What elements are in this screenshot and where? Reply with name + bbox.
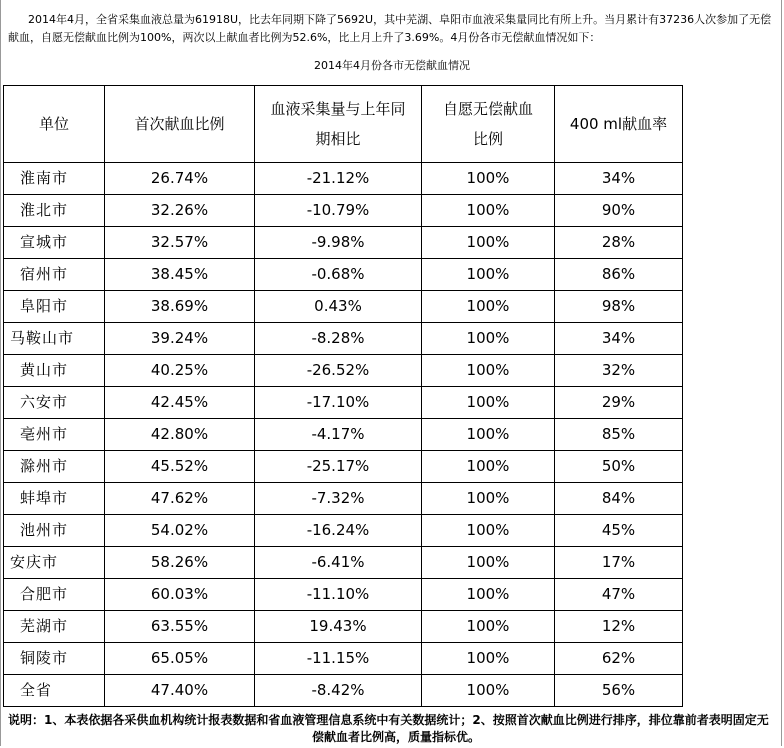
cell-first-donation-ratio: 58.26% [105, 547, 255, 579]
cell-collection-yoy: -21.12% [255, 163, 422, 195]
cell-400ml-rate: 56% [555, 675, 683, 707]
table-row [4, 163, 683, 195]
cell-voluntary-ratio: 100% [422, 483, 555, 515]
table-row [4, 323, 683, 355]
cell-first-donation-ratio: 32.26% [105, 195, 255, 227]
header-400ml-rate: 400 ml献血率 [555, 86, 683, 163]
cell-first-donation-ratio: 38.45% [105, 259, 255, 291]
cell-city: 六安市 [4, 387, 105, 419]
cell-city: 芜湖市 [4, 611, 105, 643]
cell-collection-yoy: -16.24% [255, 515, 422, 547]
cell-city: 淮南市 [4, 163, 105, 195]
table-row [4, 355, 683, 387]
cell-collection-yoy: -8.42% [255, 675, 422, 707]
table-row [4, 259, 683, 291]
table-row [4, 195, 683, 227]
cell-city: 安庆市 [4, 547, 105, 579]
header-first-donation-ratio: 首次献血比例 [105, 86, 255, 163]
cell-400ml-rate: 12% [555, 611, 683, 643]
cell-voluntary-ratio: 100% [422, 355, 555, 387]
table-row [4, 451, 683, 483]
cell-voluntary-ratio: 100% [422, 195, 555, 227]
cell-city: 蚌埠市 [4, 483, 105, 515]
cell-city: 阜阳市 [4, 291, 105, 323]
cell-first-donation-ratio: 42.45% [105, 387, 255, 419]
footnote-line1: 说明：1、本表依据各采供血机构统计报表数据和省血液管理信息系统中有关数据统计；2、按照首次献血比例进行排序，排位靠前者表明固定无 [8, 713, 769, 727]
table-row [4, 483, 683, 515]
cell-first-donation-ratio: 38.69% [105, 291, 255, 323]
table-row [4, 515, 683, 547]
cell-voluntary-ratio: 100% [422, 579, 555, 611]
cell-first-donation-ratio: 47.40% [105, 675, 255, 707]
cell-400ml-rate: 32% [555, 355, 683, 387]
cell-city: 淮北市 [4, 195, 105, 227]
header-voluntary-ratio: 自愿无偿献血比例 [422, 86, 555, 163]
cell-city: 亳州市 [4, 419, 105, 451]
cell-voluntary-ratio: 100% [422, 547, 555, 579]
table-row [4, 675, 683, 707]
cell-first-donation-ratio: 39.24% [105, 323, 255, 355]
cell-400ml-rate: 84% [555, 483, 683, 515]
cell-400ml-rate: 98% [555, 291, 683, 323]
cell-collection-yoy: -0.68% [255, 259, 422, 291]
table-row [4, 611, 683, 643]
table-row [4, 419, 683, 451]
table-caption: 2014年4月份各市无偿献血情况 [314, 59, 470, 72]
cell-collection-yoy: -10.79% [255, 195, 422, 227]
table-row [4, 643, 683, 675]
cell-collection-yoy: -11.15% [255, 643, 422, 675]
cell-collection-yoy: 19.43% [255, 611, 422, 643]
cell-city: 全省 [4, 675, 105, 707]
cell-400ml-rate: 90% [555, 195, 683, 227]
cell-city: 黄山市 [4, 355, 105, 387]
cell-first-donation-ratio: 47.62% [105, 483, 255, 515]
cell-400ml-rate: 86% [555, 259, 683, 291]
cell-collection-yoy: -6.41% [255, 547, 422, 579]
cell-first-donation-ratio: 42.80% [105, 419, 255, 451]
cell-voluntary-ratio: 100% [422, 675, 555, 707]
header-collection-yoy: 血液采集量与上年同期相比 [255, 86, 422, 163]
cell-city: 宣城市 [4, 227, 105, 259]
cell-first-donation-ratio: 63.55% [105, 611, 255, 643]
cell-first-donation-ratio: 45.52% [105, 451, 255, 483]
cell-400ml-rate: 28% [555, 227, 683, 259]
cell-400ml-rate: 62% [555, 643, 683, 675]
cell-collection-yoy: -4.17% [255, 419, 422, 451]
cell-first-donation-ratio: 32.57% [105, 227, 255, 259]
cell-400ml-rate: 50% [555, 451, 683, 483]
cell-first-donation-ratio: 54.02% [105, 515, 255, 547]
cell-collection-yoy: -26.52% [255, 355, 422, 387]
cell-city: 合肥市 [4, 579, 105, 611]
cell-voluntary-ratio: 100% [422, 291, 555, 323]
table-row [4, 387, 683, 419]
footnote-line2: 偿献血者比例高，质量指标优。 [312, 730, 481, 744]
table-row [4, 579, 683, 611]
cell-400ml-rate: 29% [555, 387, 683, 419]
cell-collection-yoy: -8.28% [255, 323, 422, 355]
cell-city: 马鞍山市 [4, 323, 105, 355]
blood-donation-table [3, 85, 683, 707]
cell-city: 宿州市 [4, 259, 105, 291]
cell-voluntary-ratio: 100% [422, 643, 555, 675]
cell-collection-yoy: -11.10% [255, 579, 422, 611]
cell-voluntary-ratio: 100% [422, 419, 555, 451]
cell-400ml-rate: 45% [555, 515, 683, 547]
cell-city: 池州市 [4, 515, 105, 547]
cell-voluntary-ratio: 100% [422, 611, 555, 643]
table-body [4, 163, 683, 707]
cell-collection-yoy: -17.10% [255, 387, 422, 419]
cell-400ml-rate: 34% [555, 163, 683, 195]
cell-collection-yoy: 0.43% [255, 291, 422, 323]
cell-voluntary-ratio: 100% [422, 515, 555, 547]
cell-first-donation-ratio: 65.05% [105, 643, 255, 675]
cell-city: 滁州市 [4, 451, 105, 483]
cell-voluntary-ratio: 100% [422, 451, 555, 483]
cell-collection-yoy: -7.32% [255, 483, 422, 515]
footnote [8, 712, 778, 746]
cell-voluntary-ratio: 100% [422, 323, 555, 355]
cell-collection-yoy: -9.98% [255, 227, 422, 259]
cell-first-donation-ratio: 60.03% [105, 579, 255, 611]
cell-first-donation-ratio: 26.74% [105, 163, 255, 195]
cell-400ml-rate: 34% [555, 323, 683, 355]
cell-400ml-rate: 85% [555, 419, 683, 451]
intro-paragraph: 2014年4月，全省采集血液总量为61918U，比去年同期下降了5692U，其中芜湖、阜阳市血液采集量同比有所上升。当月累计有37236人次参加了无偿献血，自愿无偿献血比例为100%，两次以上献血者比例为52.6%，比上月上升了3.69%。4月份各市无偿献血情况如下： [8, 13, 772, 44]
cell-voluntary-ratio: 100% [422, 387, 555, 419]
cell-voluntary-ratio: 100% [422, 227, 555, 259]
table-header-row [4, 86, 683, 163]
table-row [4, 547, 683, 579]
table-row [4, 227, 683, 259]
cell-400ml-rate: 17% [555, 547, 683, 579]
cell-first-donation-ratio: 40.25% [105, 355, 255, 387]
cell-city: 铜陵市 [4, 643, 105, 675]
header-unit: 单位 [4, 86, 105, 163]
cell-voluntary-ratio: 100% [422, 259, 555, 291]
cell-400ml-rate: 47% [555, 579, 683, 611]
cell-collection-yoy: -25.17% [255, 451, 422, 483]
table-row [4, 291, 683, 323]
cell-voluntary-ratio: 100% [422, 163, 555, 195]
